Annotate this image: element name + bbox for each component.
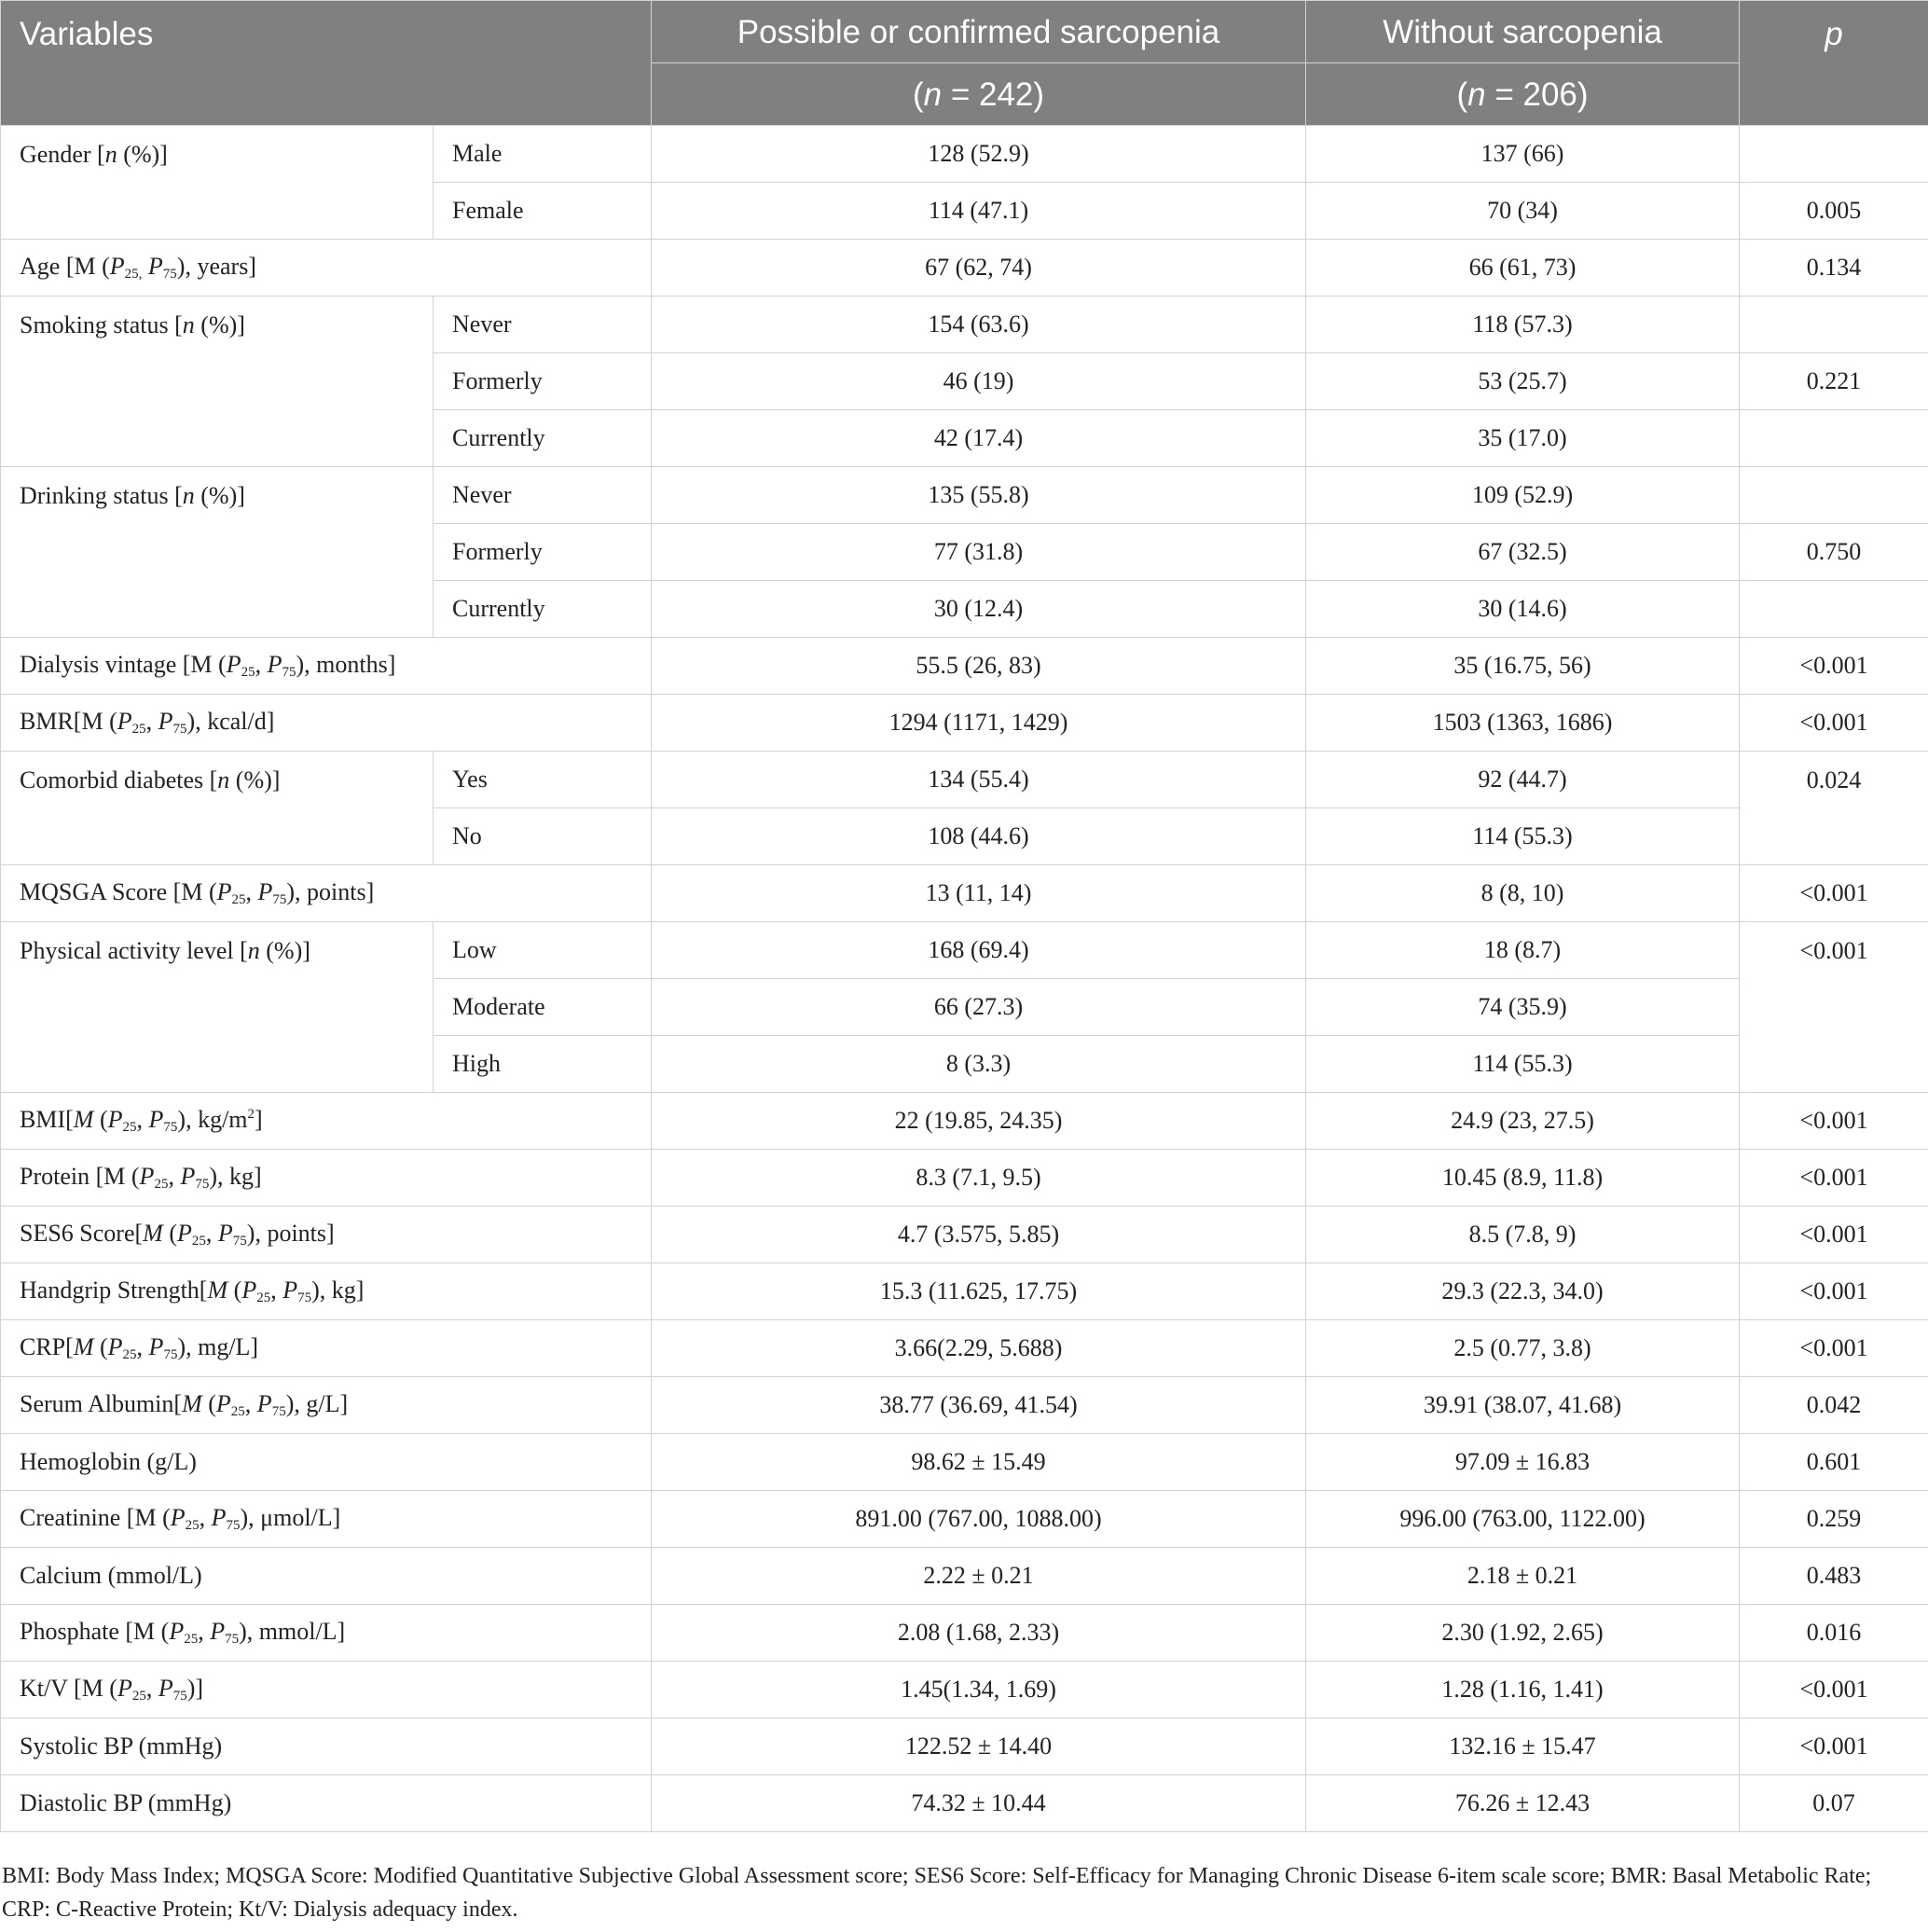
header-variables: Variables: [1, 1, 652, 126]
cell-group1: 2.22 ± 0.21: [652, 1548, 1306, 1605]
header-group1-n: (n = 242): [652, 63, 1306, 126]
cell-p: <0.001: [1740, 638, 1928, 695]
row-label: Physical activity level [n (%)]: [1, 922, 434, 1093]
row-label: MQSGA Score [M ($P_{25}$, $P_{75}$), points]: [1, 865, 652, 922]
row-label: Dialysis vintage [M ($P_{25}$, $P_{75}$), months]: [1, 638, 652, 695]
row-label: Serum Albumin[M ($P_{25}$, $P_{75}$), g/L]: [1, 1377, 652, 1434]
table-row: [1, 695, 1928, 752]
cell-p: <0.001: [1740, 1718, 1928, 1775]
cell-group2: 1503 (1363, 1686): [1306, 695, 1740, 752]
cell-p: 0.750: [1740, 524, 1928, 581]
sub-label: Male: [434, 126, 652, 183]
cell-p: 0.005: [1740, 183, 1928, 240]
row-label: BMR[M ($P_{25}$, $P_{75}$), kcal/d]: [1, 695, 652, 752]
sub-label: Currently: [434, 410, 652, 467]
table-row: [1, 1377, 1928, 1434]
sub-label: High: [434, 1036, 652, 1093]
cell-group1: 135 (55.8): [652, 467, 1306, 524]
table-row: [1, 126, 1928, 183]
cell-group2: 70 (34): [1306, 183, 1740, 240]
cell-group2: 29.3 (22.3, 34.0): [1306, 1263, 1740, 1320]
cell-group2: 2.5 (0.77, 3.8): [1306, 1320, 1740, 1377]
sub-label: Never: [434, 297, 652, 353]
table-row: [1, 1718, 1928, 1775]
cell-p: <0.001: [1740, 1207, 1928, 1263]
sub-label: Moderate: [434, 979, 652, 1036]
table-row: [1, 1662, 1928, 1718]
cell-p: <0.001: [1740, 922, 1928, 1093]
row-label: SES6 Score[M ($P_{25}$, $P_{75}$), points]: [1, 1207, 652, 1263]
cell-p: 0.259: [1740, 1491, 1928, 1548]
row-label: Comorbid diabetes [n (%)]: [1, 752, 434, 865]
cell-group2: 10.45 (8.9, 11.8): [1306, 1150, 1740, 1207]
cell-group1: 2.08 (1.68, 2.33): [652, 1605, 1306, 1662]
cell-group2: 132.16 ± 15.47: [1306, 1718, 1740, 1775]
cell-p-empty: [1740, 581, 1928, 638]
cell-group2: 97.09 ± 16.83: [1306, 1434, 1740, 1491]
cell-group1: 122.52 ± 14.40: [652, 1718, 1306, 1775]
cell-group2: 2.18 ± 0.21: [1306, 1548, 1740, 1605]
row-label: Gender [n (%)]: [1, 126, 434, 240]
row-label: Drinking status [n (%)]: [1, 467, 434, 638]
cell-group1: 1.45(1.34, 1.69): [652, 1662, 1306, 1718]
table-row: [1, 240, 1928, 297]
cell-group2: 67 (32.5): [1306, 524, 1740, 581]
cell-group1: 42 (17.4): [652, 410, 1306, 467]
cell-group1: 8 (3.3): [652, 1036, 1306, 1093]
cell-p: <0.001: [1740, 1150, 1928, 1207]
cell-group1: 98.62 ± 15.49: [652, 1434, 1306, 1491]
header-p: p: [1740, 1, 1928, 126]
cell-group1: 134 (55.4): [652, 752, 1306, 808]
row-label: Diastolic BP (mmHg): [1, 1775, 652, 1832]
cell-p: 0.134: [1740, 240, 1928, 297]
cell-p-empty: [1740, 410, 1928, 467]
cell-p: <0.001: [1740, 695, 1928, 752]
cell-group2: 24.9 (23, 27.5): [1306, 1093, 1740, 1150]
cell-group1: 891.00 (767.00, 1088.00): [652, 1491, 1306, 1548]
table-row: [1, 1320, 1928, 1377]
sub-label: Yes: [434, 752, 652, 808]
table-row: [1, 865, 1928, 922]
cell-group2: 39.91 (38.07, 41.68): [1306, 1377, 1740, 1434]
cell-p: 0.016: [1740, 1605, 1928, 1662]
row-label: Creatinine [M ($P_{25}$, $P_{75}$), μmol/L]: [1, 1491, 652, 1548]
cell-group2: 8 (8, 10): [1306, 865, 1740, 922]
cell-p: 0.07: [1740, 1775, 1928, 1832]
cell-group2: 114 (55.3): [1306, 808, 1740, 865]
row-label: Smoking status [n (%)]: [1, 297, 434, 467]
cell-group2: 30 (14.6): [1306, 581, 1740, 638]
row-label: Age [M ($P_{25,}$ $P_{75}$), years]: [1, 240, 652, 297]
cell-group2: 35 (16.75, 56): [1306, 638, 1740, 695]
sub-label: Currently: [434, 581, 652, 638]
cell-group1: 8.3 (7.1, 9.5): [652, 1150, 1306, 1207]
row-label: Protein [M ($P_{25}$, $P_{75}$), kg]: [1, 1150, 652, 1207]
table-row: [1, 752, 1928, 808]
cell-p: <0.001: [1740, 1320, 1928, 1377]
table-footnote: BMI: Body Mass Index; MQSGA Score: Modified Quantitative Subjective Global Assessment score; SES6 Score: Self-Efficacy for Managing Chronic Disease 6-item scale score; BMR: Basal Metabolic Rate; CRP: C-Reactive Protein; Kt/V: Dialysis adequacy index.: [2, 1864, 1872, 1922]
table-row: [1, 1093, 1928, 1150]
row-label: Systolic BP (mmHg): [1, 1718, 652, 1775]
cell-group1: 108 (44.6): [652, 808, 1306, 865]
cell-p: <0.001: [1740, 1662, 1928, 1718]
cell-group1: 168 (69.4): [652, 922, 1306, 979]
cell-group2: 996.00 (763.00, 1122.00): [1306, 1491, 1740, 1548]
row-label: Handgrip Strength[M ($P_{25}$, $P_{75}$), kg]: [1, 1263, 652, 1320]
cell-group2: 1.28 (1.16, 1.41): [1306, 1662, 1740, 1718]
cell-group2: 76.26 ± 12.43: [1306, 1775, 1740, 1832]
cell-group1: 30 (12.4): [652, 581, 1306, 638]
cell-group2: 2.30 (1.92, 2.65): [1306, 1605, 1740, 1662]
cell-group2: 35 (17.0): [1306, 410, 1740, 467]
table-row: [1, 638, 1928, 695]
cell-group2: 53 (25.7): [1306, 353, 1740, 410]
row-label: BMI[M ($P_{25}$, $P_{75}$), $kg/m^2$]: [1, 1093, 652, 1150]
cell-p: 0.601: [1740, 1434, 1928, 1491]
sub-label: Low: [434, 922, 652, 979]
table-row: [1, 1775, 1928, 1832]
cell-p-empty: [1740, 467, 1928, 524]
cell-group1: 46 (19): [652, 353, 1306, 410]
table-row: [1, 1263, 1928, 1320]
cell-group2: 66 (61, 73): [1306, 240, 1740, 297]
table-row: [1, 1548, 1928, 1605]
table-row: [1, 467, 1928, 524]
cell-group2: 18 (8.7): [1306, 922, 1740, 979]
row-label: Kt/V [M ($P_{25}$, $P_{75}$)]: [1, 1662, 652, 1718]
cell-group1: 1294 (1171, 1429): [652, 695, 1306, 752]
row-label: CRP[M ($P_{25}$, $P_{75}$), mg/L]: [1, 1320, 652, 1377]
cell-group1: 38.77 (36.69, 41.54): [652, 1377, 1306, 1434]
cell-p: 0.221: [1740, 353, 1928, 410]
cell-p: 0.483: [1740, 1548, 1928, 1605]
cell-group1: 154 (63.6): [652, 297, 1306, 353]
sub-label: Formerly: [434, 353, 652, 410]
table-row: [1, 1207, 1928, 1263]
cell-group2: 137 (66): [1306, 126, 1740, 183]
cell-group2: 109 (52.9): [1306, 467, 1740, 524]
cell-p: 0.024: [1740, 752, 1928, 865]
cell-group2: 118 (57.3): [1306, 297, 1740, 353]
header-group1: Possible or confirmed sarcopenia: [652, 1, 1306, 63]
cell-group1: 114 (47.1): [652, 183, 1306, 240]
cell-p: <0.001: [1740, 1093, 1928, 1150]
sub-label: Never: [434, 467, 652, 524]
sub-label: No: [434, 808, 652, 865]
cell-p: <0.001: [1740, 1263, 1928, 1320]
cell-group1: 74.32 ± 10.44: [652, 1775, 1306, 1832]
cell-group1: 67 (62, 74): [652, 240, 1306, 297]
cell-p: 0.042: [1740, 1377, 1928, 1434]
cell-group1: 66 (27.3): [652, 979, 1306, 1036]
row-label: Phosphate [M ($P_{25}$, $P_{75}$), mmol/L]: [1, 1605, 652, 1662]
table-row: [1, 297, 1928, 353]
sub-label: Female: [434, 183, 652, 240]
cell-p: <0.001: [1740, 865, 1928, 922]
cell-group1: 3.66(2.29, 5.688): [652, 1320, 1306, 1377]
sub-label: Formerly: [434, 524, 652, 581]
cell-p-empty: [1740, 297, 1928, 353]
cell-group2: 114 (55.3): [1306, 1036, 1740, 1093]
cell-group1: 22 (19.85, 24.35): [652, 1093, 1306, 1150]
cell-group1: 55.5 (26, 83): [652, 638, 1306, 695]
header-group2: Without sarcopenia: [1306, 1, 1740, 63]
table-row: [1, 1605, 1928, 1662]
cell-group2: 8.5 (7.8, 9): [1306, 1207, 1740, 1263]
cell-group2: 74 (35.9): [1306, 979, 1740, 1036]
cell-p-empty: [1740, 126, 1928, 183]
cell-group1: 77 (31.8): [652, 524, 1306, 581]
header-row: [1, 1, 1928, 63]
cell-group1: 128 (52.9): [652, 126, 1306, 183]
header-group2-n: (n = 206): [1306, 63, 1740, 126]
table-row: [1, 922, 1928, 979]
row-label: Calcium (mmol/L): [1, 1548, 652, 1605]
table-row: [1, 1150, 1928, 1207]
cell-group1: 13 (11, 14): [652, 865, 1306, 922]
cell-group1: 15.3 (11.625, 17.75): [652, 1263, 1306, 1320]
table-row: [1, 1434, 1928, 1491]
table-row: [1, 1491, 1928, 1548]
row-label: Hemoglobin (g/L): [1, 1434, 652, 1491]
cell-group1: 4.7 (3.575, 5.85): [652, 1207, 1306, 1263]
cell-group2: 92 (44.7): [1306, 752, 1740, 808]
